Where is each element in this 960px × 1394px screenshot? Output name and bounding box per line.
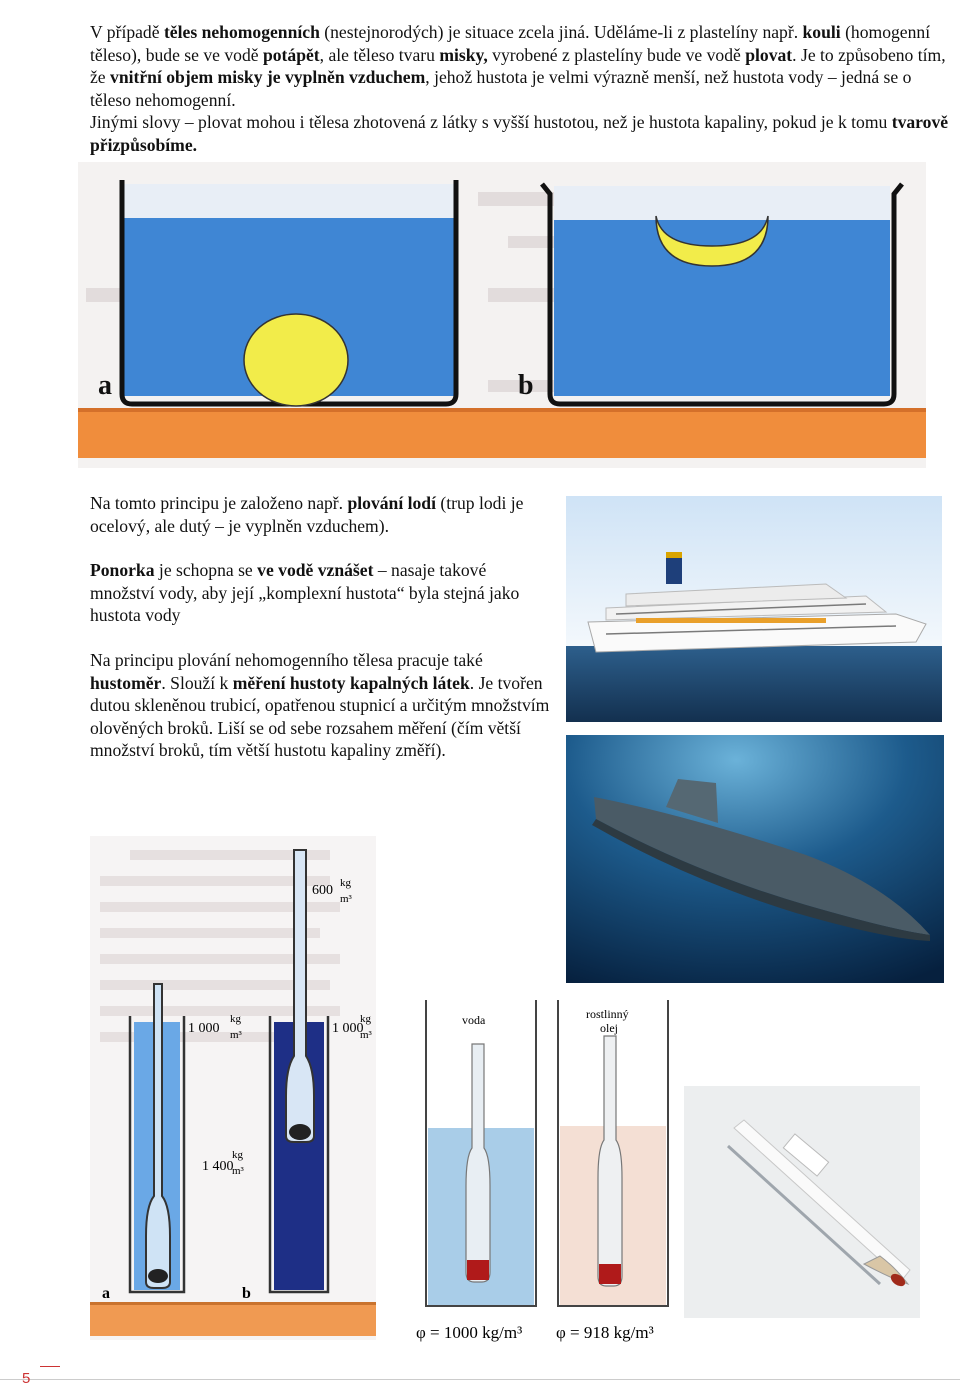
val-1000-a: 1 000	[188, 1021, 220, 1036]
val-1400: 1 400	[202, 1159, 234, 1174]
intro-paragraph: V případě těles nehomogenních (nestejnorodých) je situace zcela jiná. Uděláme-li z plastelíny např. kouli (homogenní těleso), bude se ve vodě potápět, ale těleso tvaru misky, vyrobené z plastelíny bude ve vodě plovat. Je to způsobeno tím, že vnitřní objem misky je vyplněn vzduchem, jehož hustota je velmi výrazně menší, než hustota vody – jedná se o těleso nehomogenní. Jinými slovy – plovat mohou i tělesa zhotovená z látky s vyšší hustotou, než je hustota kapaliny, pokud je k tomu tvarově přizpůsobíme.	[90, 22, 949, 155]
olej-label-1: rostlinný	[586, 1007, 629, 1021]
ships-paragraph: Na tomto principu je založeno např. plování lodí (trup lodi je ocelový, ale dutý – je vyplněn vzduchem).	[90, 493, 524, 536]
voda-label: voda	[462, 1013, 486, 1027]
label-a: a	[98, 370, 112, 401]
page-number: 5	[22, 1370, 31, 1387]
text-column	[90, 492, 550, 784]
unit-num-2: kg	[230, 1013, 241, 1025]
unit-den-1: m³	[340, 893, 352, 905]
olej-label-2: olej	[600, 1021, 618, 1035]
submarine-paragraph: Ponorka je schopna se ve vodě vznášet – nasaje takové množství vody, aby její „komplexní hustota“ byla stejná jako hustota vody	[90, 560, 520, 626]
label-a-hydro: a	[102, 1285, 110, 1302]
label-b-hydro: b	[242, 1285, 251, 1302]
plasticine-ball	[244, 314, 348, 406]
hydrometer-photo	[684, 1086, 920, 1318]
liquids-figure	[410, 996, 680, 1348]
caption-oil: φ = 918 kg/m³	[556, 1323, 654, 1342]
unit-num-3: kg	[360, 1013, 371, 1025]
page-number-rule	[40, 1366, 60, 1367]
val-1000-b: 1 000	[332, 1021, 364, 1036]
unit-den-3: m³	[360, 1029, 372, 1041]
label-b: b	[518, 370, 534, 401]
unit-num-1: kg	[340, 877, 351, 889]
hydrometer-paragraph: Na principu plování nehomogenního tělesa pracuje také hustoměr. Slouží k měření hustoty kapalných látek. Je tvořen dutou skleněnou trubicí, opatřenou stupnicí a určitým množstvím olověných broků. Liší se od sebe rozsahem měření (čím větší množství broků, tím větší hustotu kapaliny změří).	[90, 649, 550, 761]
unit-den-2: m³	[230, 1029, 242, 1041]
bottom-rule	[0, 1379, 960, 1380]
hydrometer-figure	[90, 836, 376, 1340]
beaker-figure	[78, 162, 926, 468]
cruise-ship-photo	[566, 496, 942, 722]
caption-water: φ = 1000 kg/m³	[416, 1323, 523, 1342]
unit-den-4: m³	[232, 1165, 244, 1177]
submarine-photo	[566, 735, 944, 983]
val-600: 600	[312, 883, 333, 898]
unit-num-4: kg	[232, 1149, 243, 1161]
